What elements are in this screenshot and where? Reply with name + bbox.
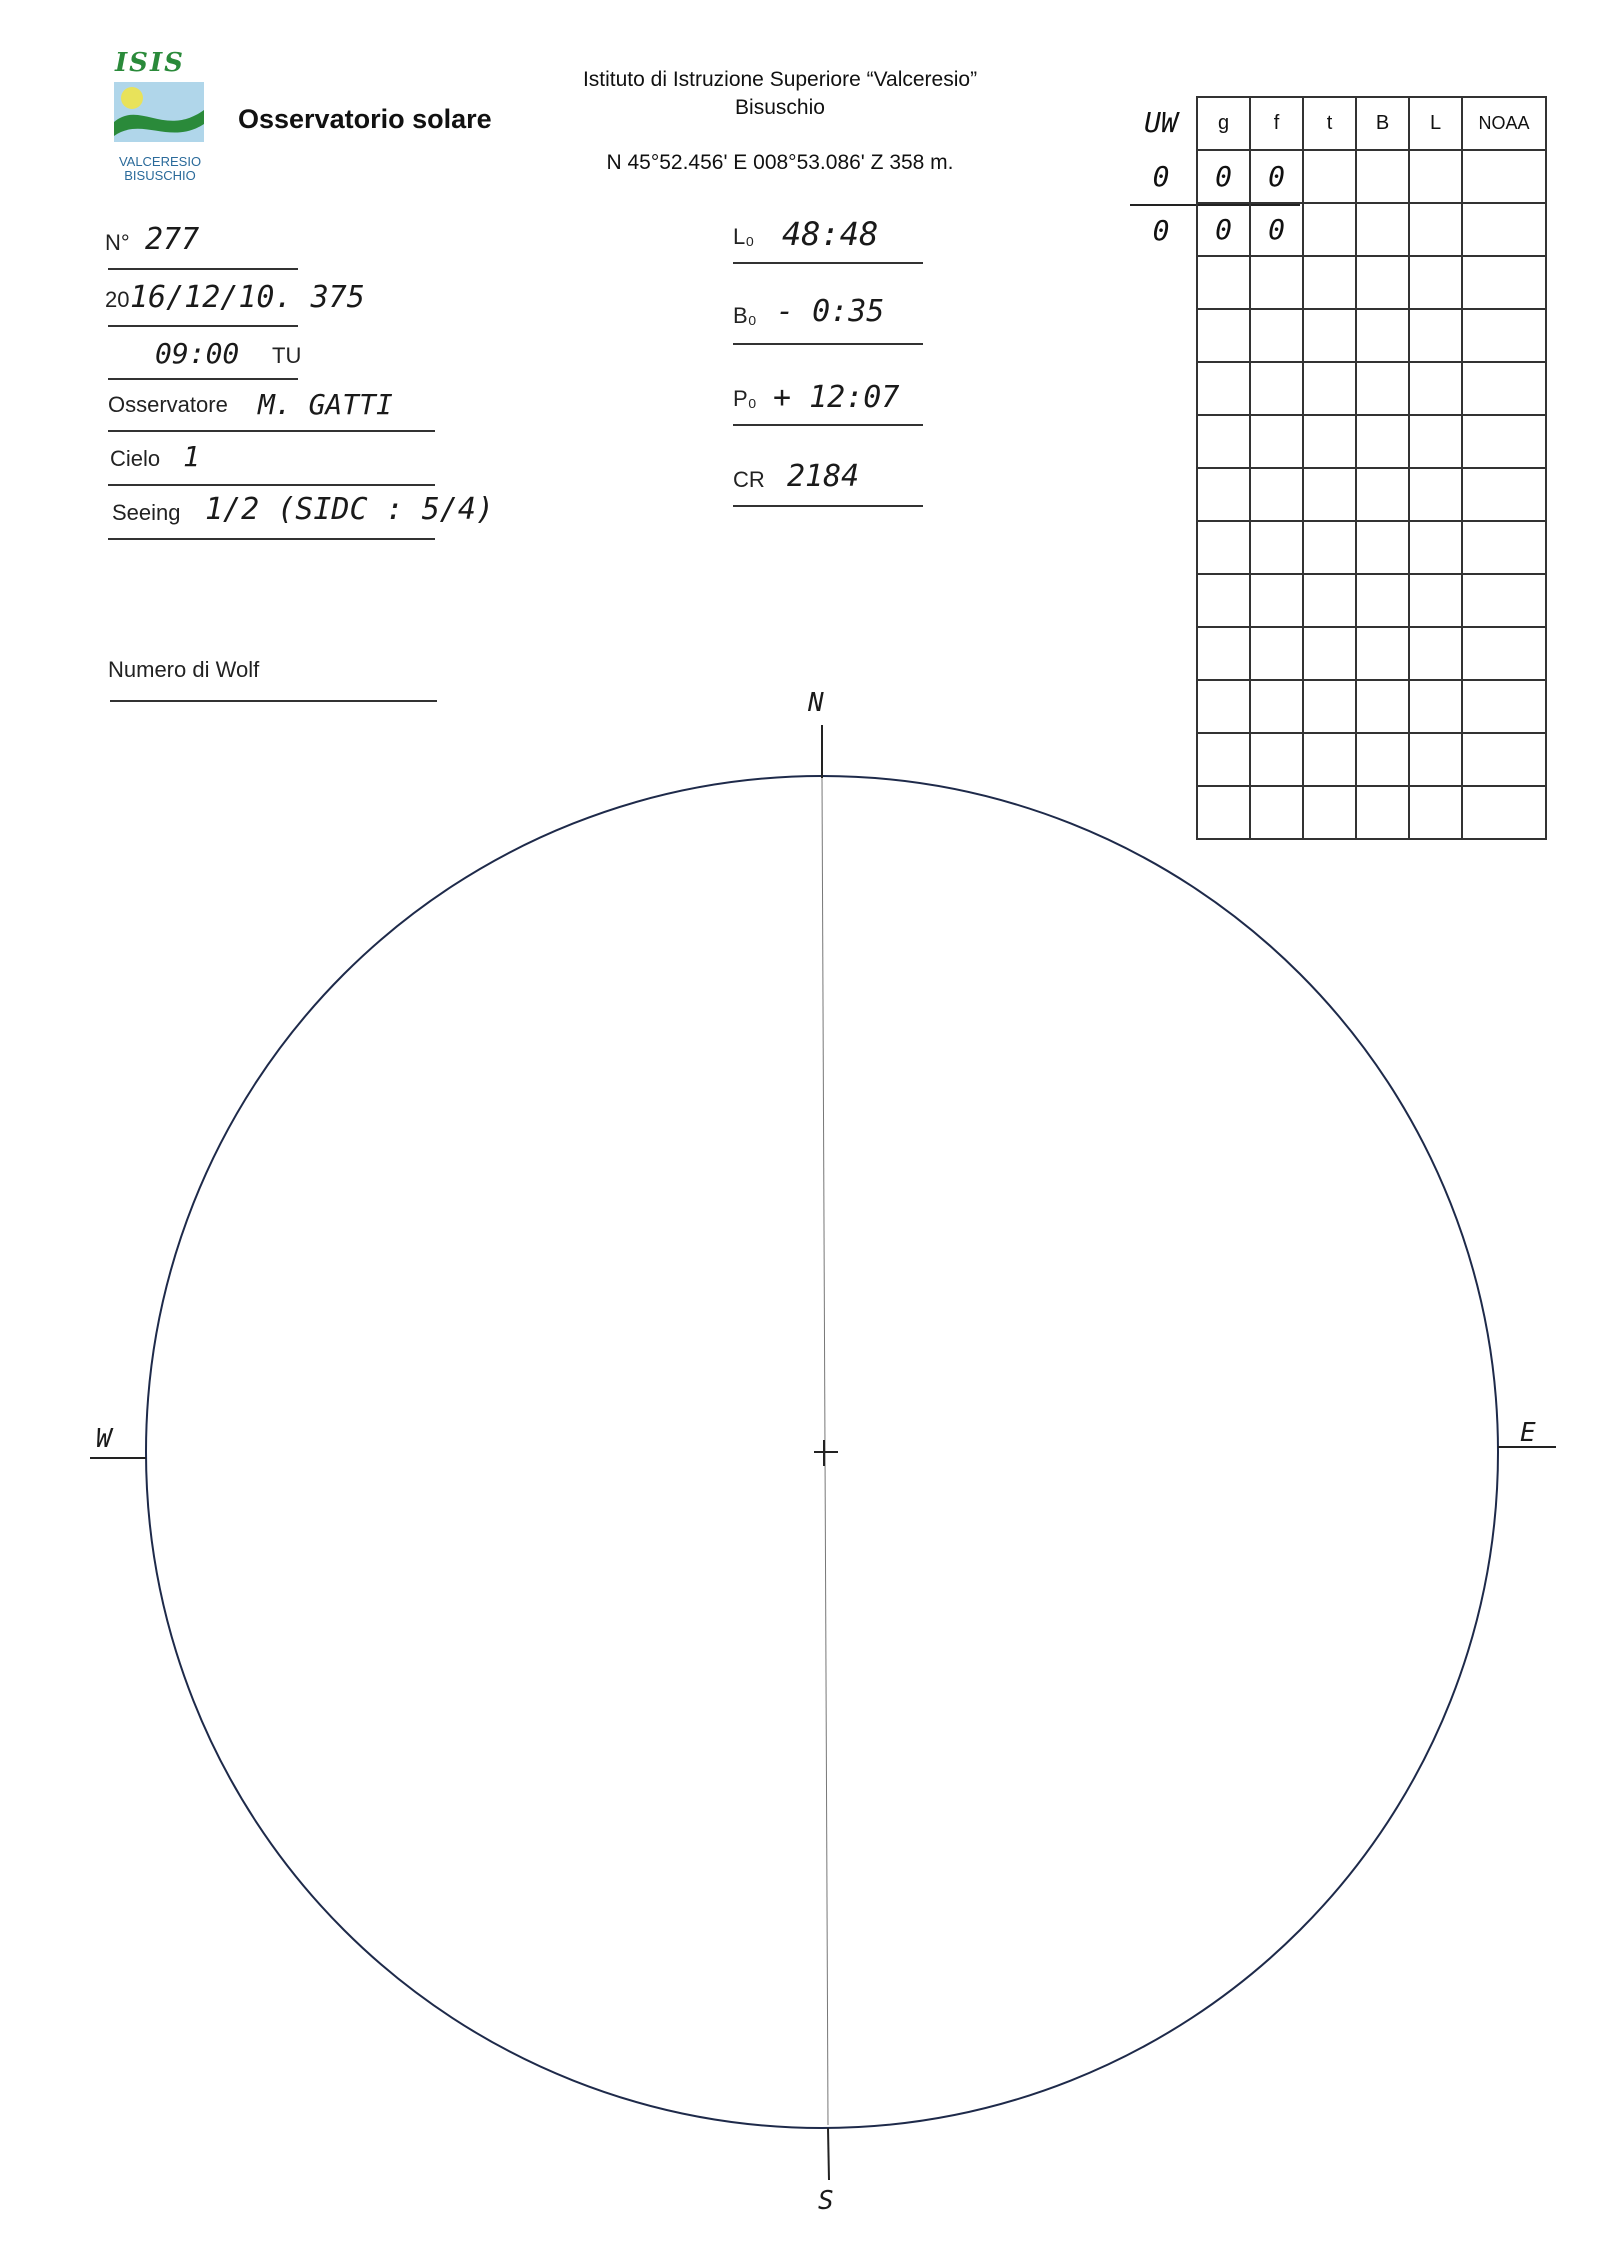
cr-label: CR <box>733 467 765 492</box>
col-header-g: g <box>1197 97 1250 150</box>
seeing-value: 1/2 (SIDC : 5/4) <box>205 492 494 527</box>
south-tick <box>828 2128 829 2180</box>
time-value: 09:00 <box>155 337 240 370</box>
col-header-f: f <box>1250 97 1303 150</box>
number-label: N° <box>105 230 130 255</box>
b0-label: B₀ <box>733 303 757 328</box>
sky-label: Cielo <box>110 446 161 471</box>
observer-value: M. GATTI <box>258 388 393 421</box>
table-cell-g[interactable]: 0 <box>1197 150 1250 203</box>
logo-text: ISIS <box>115 48 185 78</box>
number-value: 277 <box>145 222 200 257</box>
seeing-label: Seeing <box>112 500 181 525</box>
south-label: S <box>818 2186 834 2216</box>
west-label: W <box>96 1424 112 1454</box>
b0-value: - 0:35 <box>776 294 885 329</box>
observer-label: Osservatore <box>108 392 228 417</box>
uw-value-1: 0 <box>1152 160 1170 193</box>
time-unit: TU <box>272 343 302 368</box>
col-header-noaa: NOAA <box>1462 97 1546 150</box>
table-cell-f[interactable]: 0 <box>1250 150 1303 203</box>
col-header-b: B <box>1356 97 1409 150</box>
uw-header: UW <box>1144 106 1178 139</box>
institute-name: Istituto di Istruzione Superiore “Valceresio” <box>582 68 978 91</box>
logo-sub-2: BISUSCHIO <box>124 168 196 183</box>
sky-value: 1 <box>183 440 200 473</box>
east-label: E <box>1520 1418 1536 1448</box>
institute-city: Bisuschio <box>735 96 825 119</box>
uw-value-2: 0 <box>1152 214 1170 247</box>
date-value: 16/12/10. 375 <box>130 280 365 315</box>
cr-value: 2184 <box>787 459 860 494</box>
table-cell-g[interactable]: 0 <box>1197 203 1250 256</box>
page-title: Osservatorio solare <box>238 104 492 134</box>
l0-value: 48:48 <box>782 215 879 253</box>
table-cell-f[interactable]: 0 <box>1250 203 1303 256</box>
p0-value: + 12:07 <box>773 380 900 415</box>
col-header-l: L <box>1409 97 1462 150</box>
logo-sub-1: VALCERESIO <box>118 154 202 169</box>
col-header-t: t <box>1303 97 1356 150</box>
date-prefix: 20 <box>105 287 130 312</box>
north-label: N <box>808 688 824 718</box>
p0-label: P₀ <box>733 386 757 411</box>
l0-label: L₀ <box>733 224 755 249</box>
site-coordinates: N 45°52.456' E 008°53.086' Z 358 m. <box>606 151 954 174</box>
wolf-label: Numero di Wolf <box>108 657 260 682</box>
